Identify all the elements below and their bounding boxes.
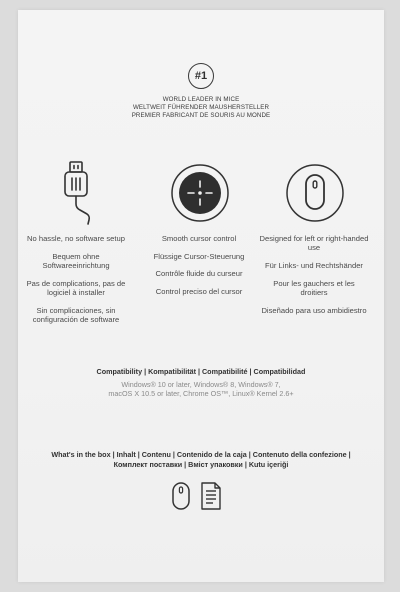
compatibility-title: Compatibility | Kompatibilität | Compatibilité | Compatibilidad (96, 367, 306, 376)
feature-text-de: Flüssige Cursor-Steuerung (153, 251, 245, 261)
feature-text-en: Designed for left or right-handed use (259, 234, 369, 253)
document-icon (199, 481, 223, 516)
feature-text-es: Control preciso del cursor (155, 286, 243, 296)
compatibility-line: Windows® 10 or later, Windows® 8, Windows® 7, (121, 380, 281, 389)
feature-column-cursor-control (144, 234, 254, 304)
cursor-crosshair-icon (169, 162, 231, 224)
usb-cable-icon (55, 160, 97, 226)
leader-line-en: WORLD LEADER IN MICE (162, 96, 240, 103)
feature-text-en: Smooth cursor control (161, 234, 237, 243)
compatibility-line: macOS X 10.5 or later, Chrome OS™, Linux® Kernel 2.6+ (108, 389, 294, 398)
feature-text-fr: Pour les gauchers et les droitiers (273, 278, 355, 297)
feature-text-fr: Contrôle fluide du curseur (155, 269, 243, 279)
feature-text-en: No hassle, no software setup (27, 234, 125, 243)
world-leader-text (18, 96, 384, 120)
package-back (18, 10, 384, 582)
in-box-title: What's in the box | Inhalt | Contenu | Contenido de la caja | Contenuto della confezione | Комплект поставки | Вміст упаковки | Kutu içeriği (51, 450, 351, 469)
feature-text-es: Diseñado para uso ambidiestro (261, 305, 367, 315)
feature-text-de: Bequem ohne Softwareeinrichtung (42, 251, 110, 270)
feature-column-ambidextrous (259, 234, 369, 323)
compatibility-list (18, 380, 384, 398)
feature-text-fr: Pas de complications, pas de logiciel à installer (26, 278, 126, 297)
feature-column-no-software (21, 234, 131, 333)
mouse-icon (171, 481, 191, 516)
feature-text-es: Sin complicaciones, sin configuración de software (32, 305, 120, 324)
leader-line-fr: PREMIER FABRICANT DE SOURIS AU MONDE (131, 112, 271, 119)
feature-text-de: Für Links- und Rechtshänder (265, 261, 363, 270)
mouse-icon (284, 162, 346, 224)
leader-line-de: WELTWEIT FÜHRENDER MAUSHERSTELLER (132, 104, 270, 111)
number-one-badge: #1 (188, 63, 214, 89)
